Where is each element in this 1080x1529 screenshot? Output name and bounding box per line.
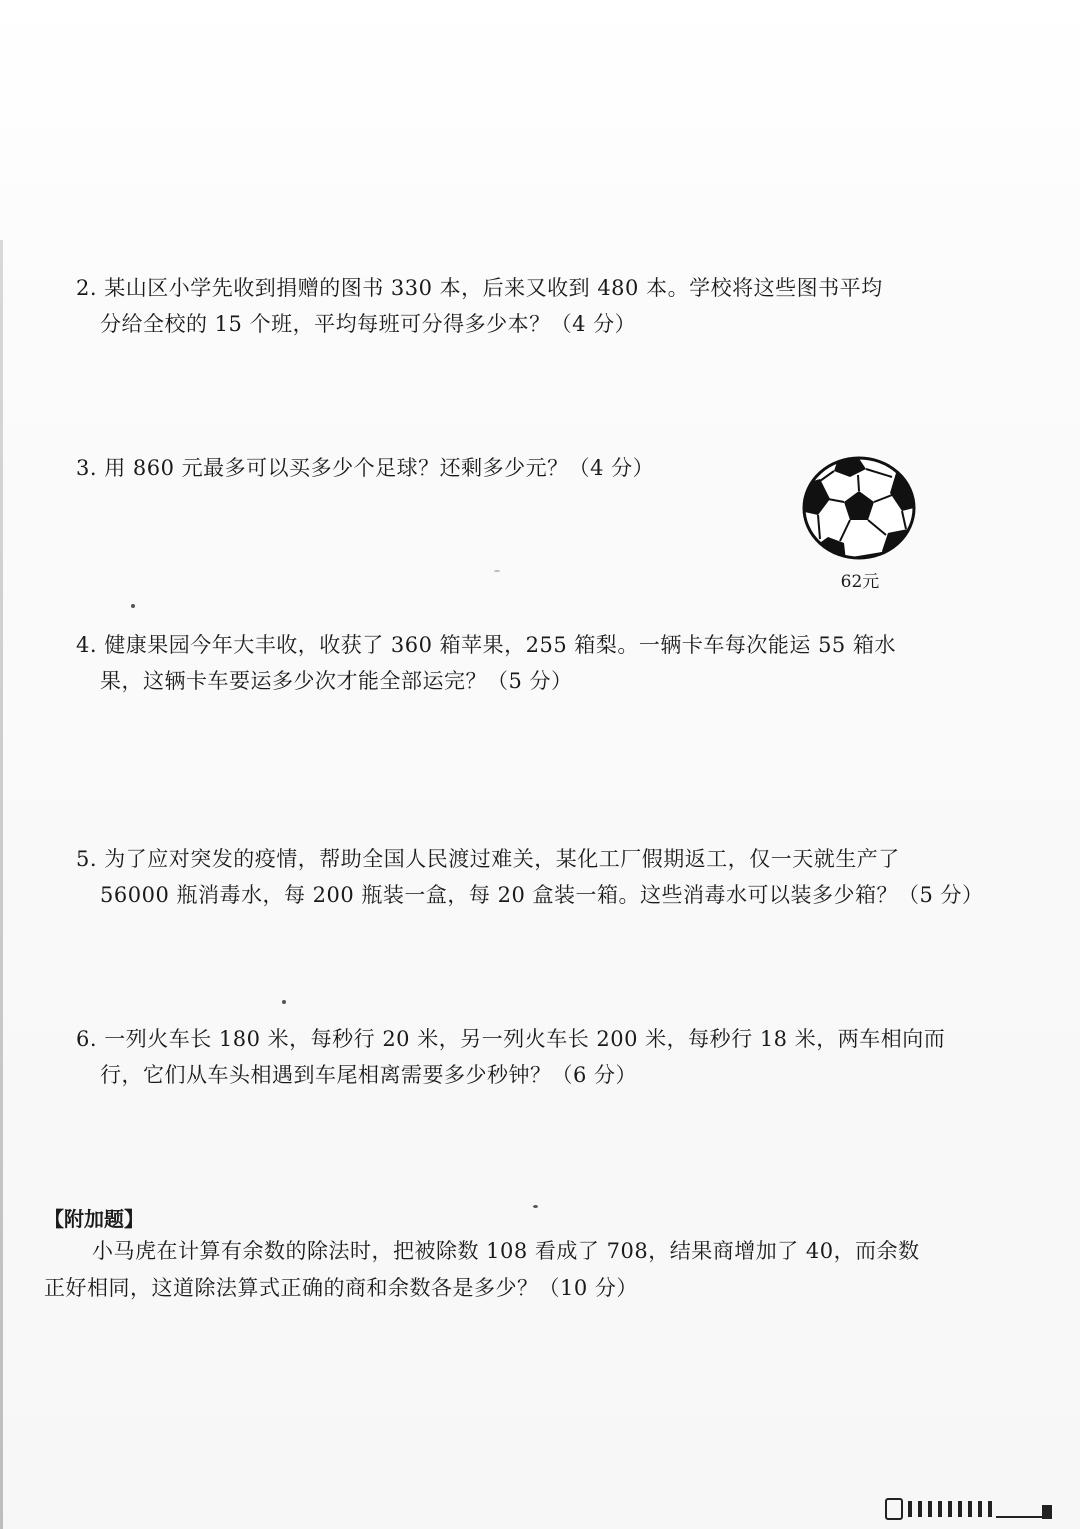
scan-speck [131, 604, 135, 608]
bonus-question-line-2: 正好相同，这道除法算式正确的商和余数各是多少？（10 分） [44, 1276, 638, 1300]
bonus-section-header: 【附加题】 [44, 1207, 144, 1231]
scan-speck [282, 1000, 286, 1004]
question-5-line-1: 5. 为了应对突发的疫情，帮助全国人民渡过难关，某化工厂假期返工，仅一天就生产了 [76, 847, 900, 871]
scroll-indicator[interactable] [884, 1497, 1056, 1521]
question-5 [76, 841, 984, 913]
question-3 [76, 450, 654, 486]
soccer-ball-icon [798, 455, 922, 565]
question-4 [76, 627, 896, 699]
bonus-question [44, 1233, 920, 1307]
question-4-line-1: 4. 健康果园今年大丰收，收获了 360 箱苹果，255 箱梨。一辆卡车每次能运 55 箱水 [76, 633, 896, 657]
question-2 [76, 270, 883, 342]
question-6-line-2: 行，它们从车头相遇到车尾相离需要多少秒钟？（6 分） [100, 1063, 638, 1087]
question-5-line-2: 56000 瓶消毒水，每 200 瓶装一盒，每 20 盒装一箱。这些消毒水可以装多少箱？（5 分） [100, 883, 984, 907]
scroll-indicator-icon [884, 1497, 1056, 1521]
page-left-edge [0, 240, 3, 1529]
soccer-ball-price: 62元 [840, 572, 880, 592]
question-3-line-1: 3. 用 860 元最多可以买多少个足球？还剩多少元？（4 分） [76, 456, 655, 480]
question-2-line-1: 2. 某山区小学先收到捐赠的图书 330 本，后来又收到 480 本。学校将这些图书平均 [76, 276, 883, 300]
question-6 [76, 1021, 945, 1093]
soccer-ball-figure [798, 455, 922, 595]
question-6-line-1: 6. 一列火车长 180 米，每秒行 20 米，另一列火车长 200 米，每秒行 18 米，两车相向而 [76, 1027, 946, 1051]
scan-speck [494, 570, 500, 572]
question-4-line-2: 果，这辆卡车要运多少次才能全部运完？（5 分） [100, 669, 573, 693]
question-2-line-2: 分给全校的 15 个班，平均每班可分得多少本？（4 分） [100, 312, 637, 336]
scan-speck [533, 1205, 538, 1208]
bonus-question-line-1: 小马虎在计算有余数的除法时，把被除数 108 看成了 708，结果商增加了 40，而余数 [92, 1239, 920, 1263]
